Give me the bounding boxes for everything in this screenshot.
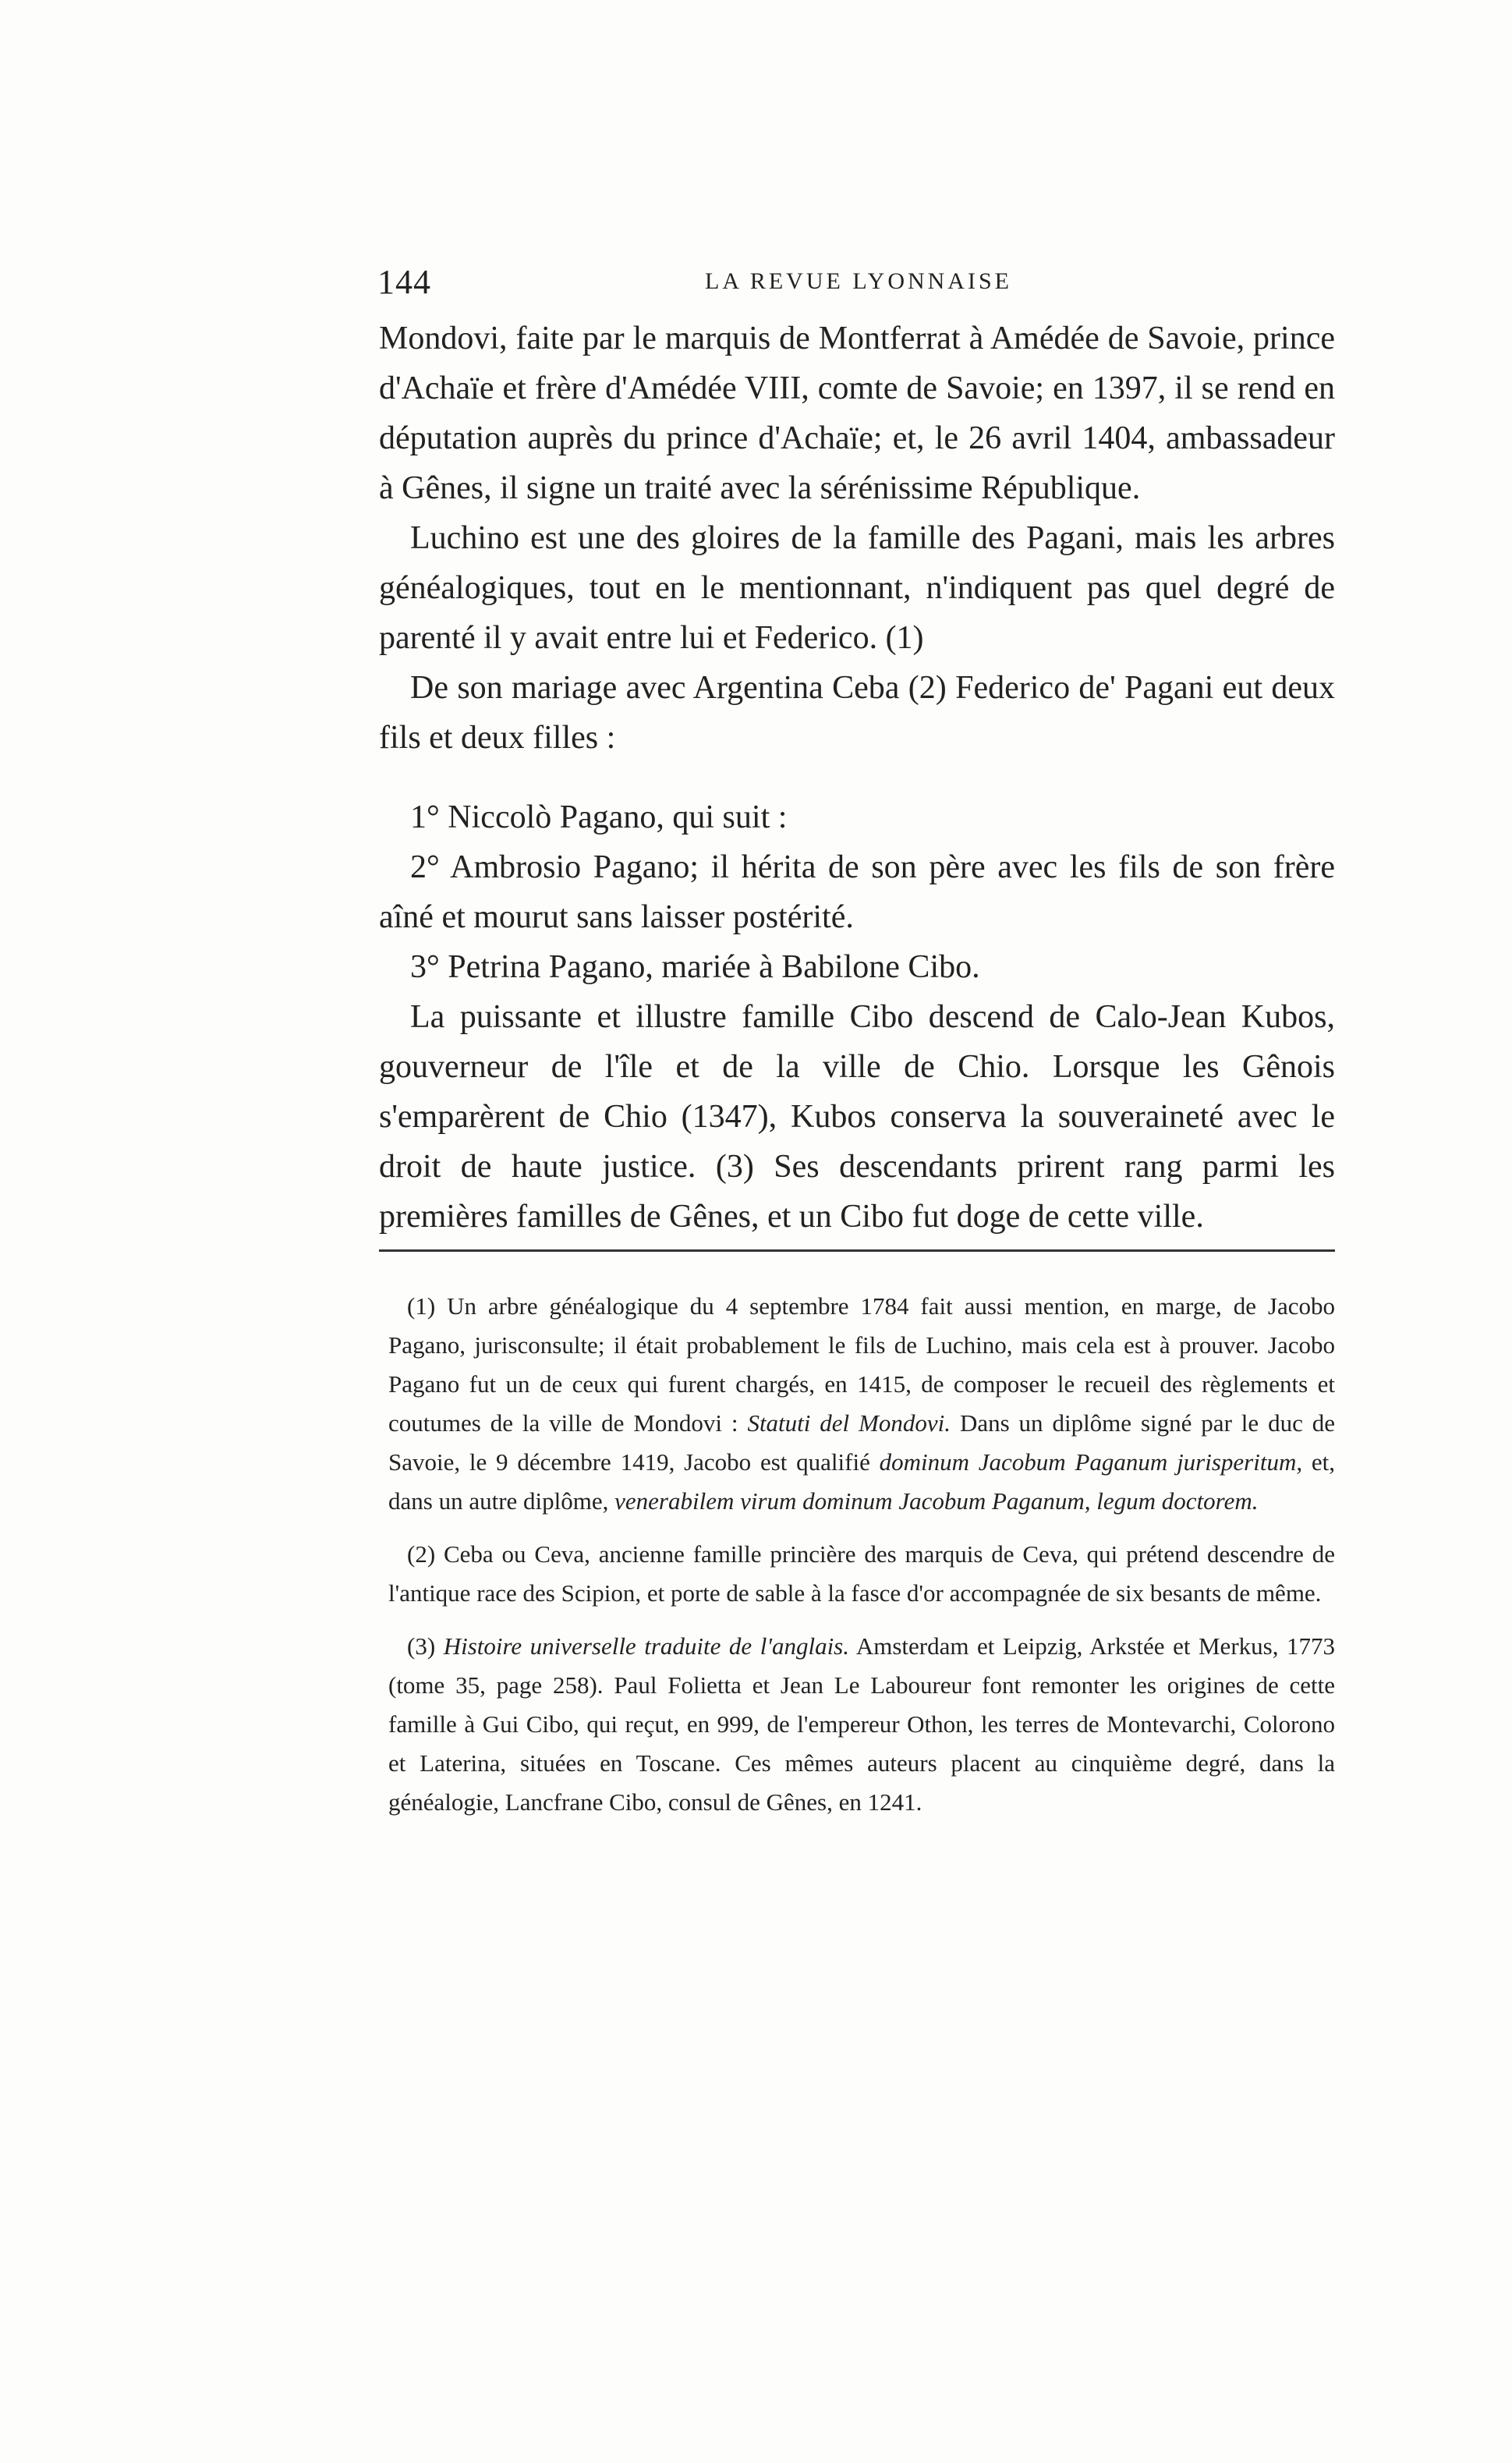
footnote-2: (2) Ceba ou Ceva, ancienne famille princière des marquis de Ceva, qui prétend descendre de l'antique race des Scipion, et porte de sable à la fasce d'or accompagnée de six besants de même. — [388, 1540, 1335, 1607]
running-title: LA REVUE LYONNAISE — [705, 268, 1012, 294]
page-header — [377, 262, 1344, 309]
paragraph-luchino: Luchino est une des gloires de la famille des Pagani, mais les arbres généalogiques, tout en le mentionnant, n'indiquent pas quel degré de parenté il y avait entre lui et Federico. (1) — [379, 520, 1335, 656]
page-number: 144 — [377, 263, 431, 301]
footnote-1: (1) Un arbre généalogique du 4 septembre 1784 fait aussi mention, en marge, de Jacobo Pagano, jurisconsulte; il était probablement le fils de Luchino, mais cela est à prouver. Jacobo Pagano fut un de ceux qui furent chargés, en 1415, de composer le recueil des règlements et coutumes de la ville de Mondovi : Statuti del Mondovi. Dans un diplôme signé par le duc de Savoie, le 9 décembre 1419, Jacobo est qualifié dominum Jacobum Paganum jurisperitum, et, dans un autre diplôme, venerabilem virum dominum Jacobum Paganum, legum doctorem. — [388, 1292, 1336, 1515]
footnote-divider — [379, 1249, 1335, 1252]
list-item: 1° Niccolò Pagano, qui suit : — [410, 799, 788, 835]
list-item: 2° Ambrosio Pagano; il hérita de son père avec les fils de son frère aîné et mourut sans laisser postérité. — [379, 849, 1335, 935]
footnotes — [388, 1287, 1335, 1836]
footnote-3: (3) Histoire universelle traduite de l'anglais. Amsterdam et Leipzig, Arkstée et Merkus, 1773 (tome 35, page 258). Paul Folietta et Jean Le Laboureur font remonter les origines de cette famille à Gui Cibo, qui reçut, en 999, de l'empereur Othon, les terres de Montevarchi, Colorono et Laterina, situées en Toscane. Ces mêmes auteurs placent au cinquième degré, dans la généalogie, Lancfrane Cibo, consul de Gênes, en 1241. — [388, 1632, 1335, 1816]
paragraph-mariage: De son mariage avec Argentina Ceba (2) Federico de' Pagani eut deux fils et deux filles : — [379, 670, 1335, 756]
paragraph-cibo: La puissante et illustre famille Cibo descend de Calo-Jean Kubos, gouverneur de l'île et de la ville de Chio. Lorsque les Gênois s'emparèrent de Chio (1347), Kubos conserva la souveraineté avec le droit de haute justice. (3) Ses descendants prirent rang parmi les premières familles de Gênes, et un Cibo fut doge de cette ville. — [379, 999, 1335, 1235]
paragraph-continued: Mondovi, faite par le marquis de Montferrat à Amédée de Savoie, prince d'Achaïe et frère d'Amédée VIII, comte de Savoie; en 1397, il se rend en députation auprès du prince d'Achaïe; et, le 26 avril 1404, ambassadeur à Gênes, il signe un traité avec la sérénissime République. — [379, 321, 1335, 506]
main-text — [379, 314, 1335, 1242]
list-item: 3° Petrina Pagano, mariée à Babilone Cibo. — [410, 949, 980, 985]
